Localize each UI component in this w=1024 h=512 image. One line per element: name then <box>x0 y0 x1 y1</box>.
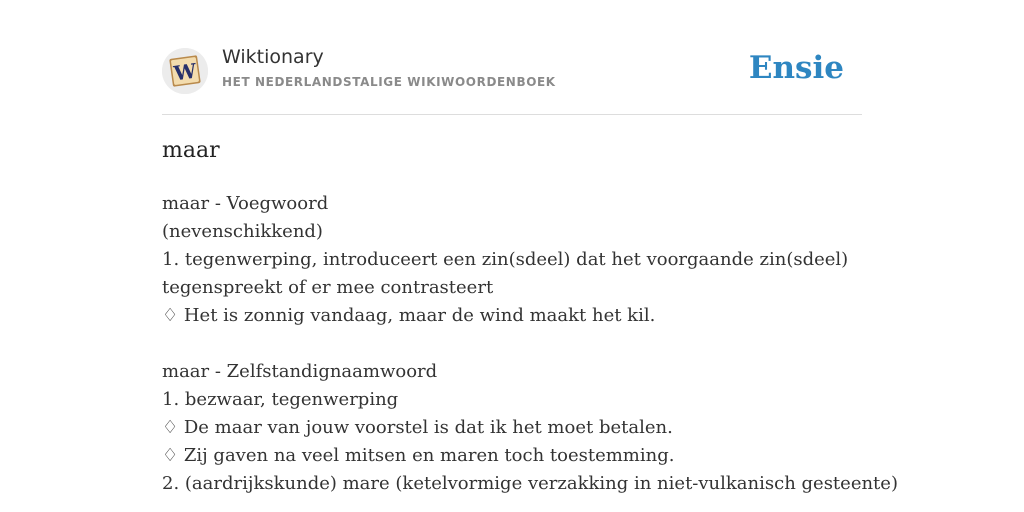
example: ♢ Het is zonnig vandaag, maar de wind maakt het kil. <box>162 305 656 326</box>
section-spacer <box>162 330 862 358</box>
section-heading: maar - Voegwoord <box>162 193 329 214</box>
grammar-note: (nevenschikkend) <box>162 221 323 242</box>
site-subtitle: HET NEDERLANDSTALIGE WIKIWOORDENBOEK <box>222 75 556 89</box>
example: ♢ De maar van jouw voorstel is dat ik het moet betalen. <box>162 417 673 438</box>
definition: 1. tegenwerping, introduceert een zin(sdeel) dat het voorgaande zin(sdeel) tegenspreekt of er mee contrasteert <box>162 249 849 298</box>
section-heading: maar - Zelfstandignaamwoord <box>162 361 438 382</box>
definition: 2. (aardrijkskunde) mare (ketelvormige verzakking in niet-vulkanisch gesteente) <box>162 473 898 494</box>
example: ♢ Zij gaven na veel mitsen en maren toch toestemming. <box>162 445 675 466</box>
entry-content <box>162 190 898 498</box>
site-header <box>162 44 862 115</box>
ensie-brand-link[interactable]: Ensie <box>748 50 844 86</box>
wiktionary-logo-icon[interactable] <box>162 48 208 94</box>
definition: 1. bezwaar, tegenwerping <box>162 389 399 410</box>
page-title: maar <box>162 138 220 163</box>
site-name[interactable]: Wiktionary <box>222 46 324 68</box>
svg-text:W: W <box>172 58 198 86</box>
